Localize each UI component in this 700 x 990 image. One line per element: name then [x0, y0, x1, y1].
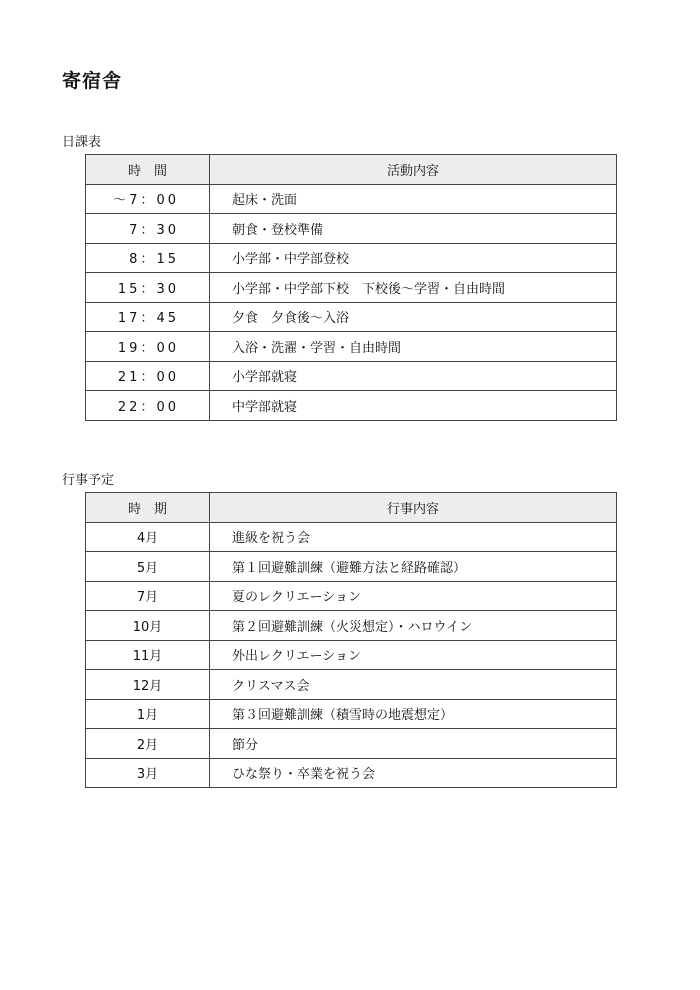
table-header-row [86, 493, 617, 523]
table-header-row [86, 155, 617, 185]
time-cell: ～7：00 [86, 184, 210, 214]
time-cell: 19：00 [86, 332, 210, 362]
event-cell: 進級を祝う会 [210, 522, 617, 552]
events-table [85, 492, 617, 788]
activity-cell: 入浴・洗濯・学習・自由時間 [210, 332, 617, 362]
table-row [86, 640, 617, 670]
month-cell: 5月 [86, 552, 210, 582]
time-cell: 7：30 [86, 214, 210, 244]
table-row [86, 184, 617, 214]
time-cell: 15：30 [86, 273, 210, 303]
event-cell: クリスマス会 [210, 670, 617, 700]
header-event: 行事内容 [210, 493, 617, 523]
time-cell: 22：00 [86, 391, 210, 421]
table-row [86, 391, 617, 421]
event-cell: 外出レクリエーション [210, 640, 617, 670]
event-cell: 第３回避難訓練（積雪時の地震想定） [210, 699, 617, 729]
month-cell: 7月 [86, 581, 210, 611]
table-row [86, 729, 617, 759]
events-section-label: 行事予定 [62, 473, 115, 488]
schedule-section-label: 日課表 [62, 135, 102, 150]
activity-cell: 小学部・中学部登校 [210, 243, 617, 273]
month-cell: 11月 [86, 640, 210, 670]
page-title: 寄宿舎 [62, 70, 123, 92]
header-activity: 活動内容 [210, 155, 617, 185]
table-row [86, 758, 617, 788]
month-cell: 1月 [86, 699, 210, 729]
table-row [86, 699, 617, 729]
activity-cell: 小学部・中学部下校 下校後～学習・自由時間 [210, 273, 617, 303]
table-row [86, 361, 617, 391]
table-row [86, 581, 617, 611]
activity-cell: 中学部就寝 [210, 391, 617, 421]
event-cell: ひな祭り・卒業を祝う会 [210, 758, 617, 788]
month-cell: 12月 [86, 670, 210, 700]
activity-cell: 起床・洗面 [210, 184, 617, 214]
table-row [86, 332, 617, 362]
header-period: 時 期 [86, 493, 210, 523]
activity-cell: 夕食 夕食後～入浴 [210, 302, 617, 332]
event-cell: 第２回避難訓練（火災想定）・ハロウイン [210, 611, 617, 641]
activity-cell: 朝食・登校準備 [210, 214, 617, 244]
time-cell: 17：45 [86, 302, 210, 332]
month-cell: 3月 [86, 758, 210, 788]
event-cell: 夏のレクリエーション [210, 581, 617, 611]
month-cell: 4月 [86, 522, 210, 552]
table-row [86, 670, 617, 700]
event-cell: 節分 [210, 729, 617, 759]
header-time: 時 間 [86, 155, 210, 185]
table-row [86, 214, 617, 244]
table-row [86, 522, 617, 552]
daily-schedule-table [85, 154, 617, 421]
month-cell: 10月 [86, 611, 210, 641]
time-cell: 8：15 [86, 243, 210, 273]
activity-cell: 小学部就寝 [210, 361, 617, 391]
table-row [86, 243, 617, 273]
table-row [86, 611, 617, 641]
event-cell: 第１回避難訓練（避難方法と経路確認） [210, 552, 617, 582]
table-row [86, 552, 617, 582]
time-cell: 21：00 [86, 361, 210, 391]
table-row [86, 273, 617, 303]
month-cell: 2月 [86, 729, 210, 759]
table-row [86, 302, 617, 332]
